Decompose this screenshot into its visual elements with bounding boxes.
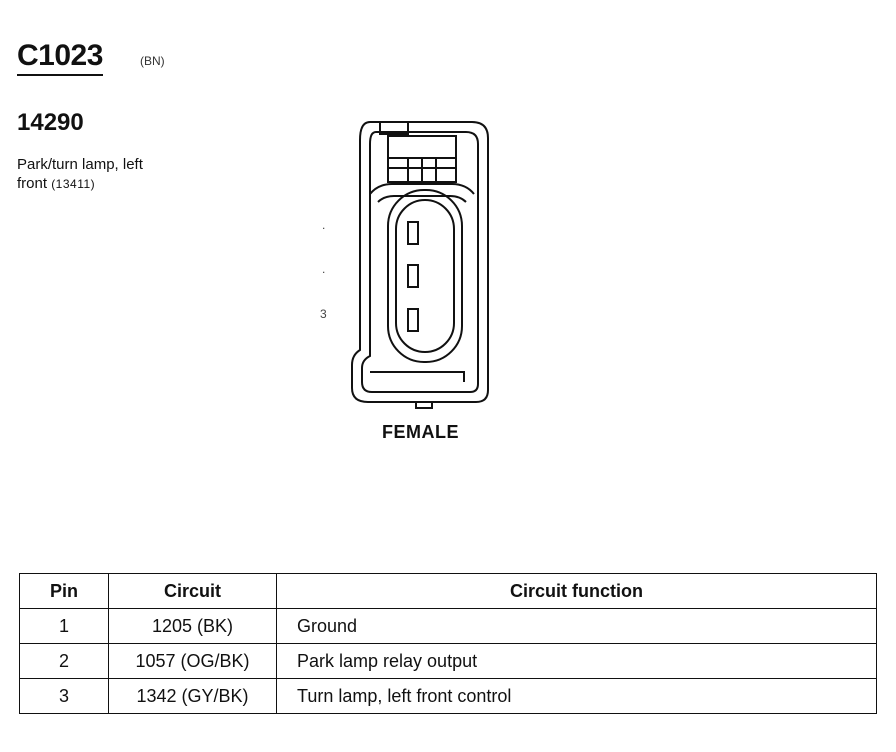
terminal-2 xyxy=(408,265,418,287)
row-function: Ground xyxy=(277,609,877,644)
connector-description xyxy=(17,155,187,194)
connector-inner-shell xyxy=(362,132,478,392)
pin-label-2: . xyxy=(322,262,326,276)
table-row xyxy=(20,679,877,714)
header-circuit: Circuit xyxy=(109,574,277,609)
pinout-table xyxy=(19,573,877,714)
table-row xyxy=(20,644,877,679)
header-function: Circuit function xyxy=(277,574,877,609)
row-pin: 1 xyxy=(20,609,109,644)
table-row xyxy=(20,609,877,644)
header-pin: Pin xyxy=(20,574,109,609)
description-line-2: front xyxy=(17,175,48,192)
part-number: 14290 xyxy=(17,109,84,136)
connector-id: C1023 xyxy=(17,40,103,76)
row-circuit: 1057 (OG/BK) xyxy=(109,644,277,679)
connector-gender-label: FEMALE xyxy=(382,422,459,442)
pin-label-1: . xyxy=(322,218,326,232)
description-line-1: Park/turn lamp, left xyxy=(17,156,143,173)
row-circuit: 1205 (BK) xyxy=(109,609,277,644)
connector-color-code: (BN) xyxy=(140,54,165,68)
row-pin: 2 xyxy=(20,644,109,679)
description-ref: (13411) xyxy=(51,177,96,191)
terminal-1 xyxy=(408,222,418,244)
row-circuit: 1342 (GY/BK) xyxy=(109,679,277,714)
row-function: Park lamp relay output xyxy=(277,644,877,679)
row-pin: 3 xyxy=(20,679,109,714)
connector-outer-shell xyxy=(352,122,488,402)
connector-face-diagram xyxy=(340,110,500,410)
polarizing-key xyxy=(416,402,432,408)
terminal-3 xyxy=(408,309,418,331)
table-header-row xyxy=(20,574,877,609)
pin-label-3: 3 xyxy=(320,307,327,321)
row-function: Turn lamp, left front control xyxy=(277,679,877,714)
